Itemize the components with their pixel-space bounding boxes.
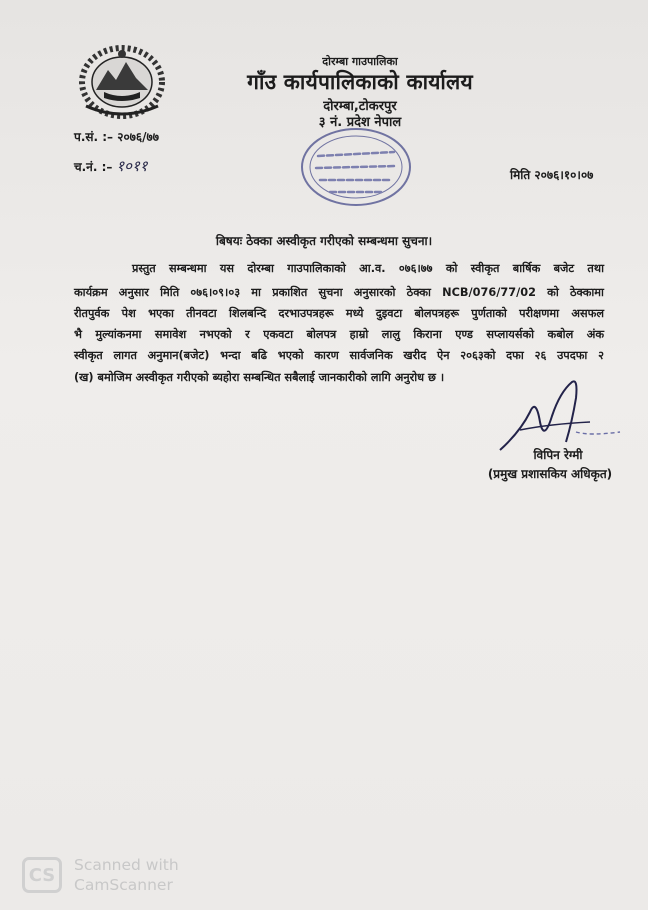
body-line: (ख) बमोजिम अस्वीकृत गरीएको ब्यहोरा सम्बन्धित सबैलाई जानकारीको लागि अनुरोध छ । [74,371,445,384]
letter-date: मिति २०७६।१०।०७ [510,168,594,182]
letter-subject: बिषयः ठेक्का अस्वीकृत गरीएको सम्बन्धमा सुचना। [215,234,433,248]
watermark-line2: CamScanner [74,876,173,894]
office-address: दोरम्बा,टोकरपुर [323,99,397,114]
chalani-label: च.नं. :– [74,160,113,174]
patra-sankhya: प.सं. :– २०७६/७७ [74,130,160,144]
body-line: भै मुल्यांकनमा समावेश नभएको र एकवटा बोलपत्र हाम्रो लालु किराना एण्ड सप्लायर्सको कबोल अंक [74,328,604,341]
signatory-name: विपिन रेग्मी [533,448,583,462]
camscanner-logo: CS [22,857,62,893]
office-seal-stamp [296,124,416,210]
office-province: ३ नं. प्रदेश नेपाल [318,115,402,130]
body-line: रीतपुर्वक पेश भएका तीनवटा शिलबन्दि दरभाउपत्रहरू मध्ये दुइवटा बोलपत्रहरू पुर्णताको परीक्षणमा असफल [74,307,604,320]
watermark-line1: Scanned with [74,856,179,874]
municipality-name: दोरम्बा गाउपालिका [322,55,398,68]
chalani-number [74,156,148,176]
signatory-title: (प्रमुख प्रशासकिय अधिकृत) [487,467,613,481]
office-title: गाँउ कार्यपालिकाको कार्यालय [247,70,473,94]
nepal-emblem-icon [74,42,170,122]
chalani-handwritten: १०११ [116,157,148,175]
body-line: प्रस्तुत सम्बन्धमा यस दोरम्बा गाउपालिकाको आ.व. ०७६।७७ को स्वीकृत बार्षिक बजेट तथा [132,262,604,275]
body-line: कार्यक्रम अनुसार मिति ०७६।०९।०३ मा प्रकाशित सुचना अनुसारको ठेक्का NCB/076/77/02 को ठेक्कामा [74,286,604,299]
body-line: स्वीकृत लागत अनुमान(बजेट) भन्दा बढि भएको कारण सार्वजनिक खरीद ऐन २०६३को दफा २६ उपदफा २ [74,349,604,362]
